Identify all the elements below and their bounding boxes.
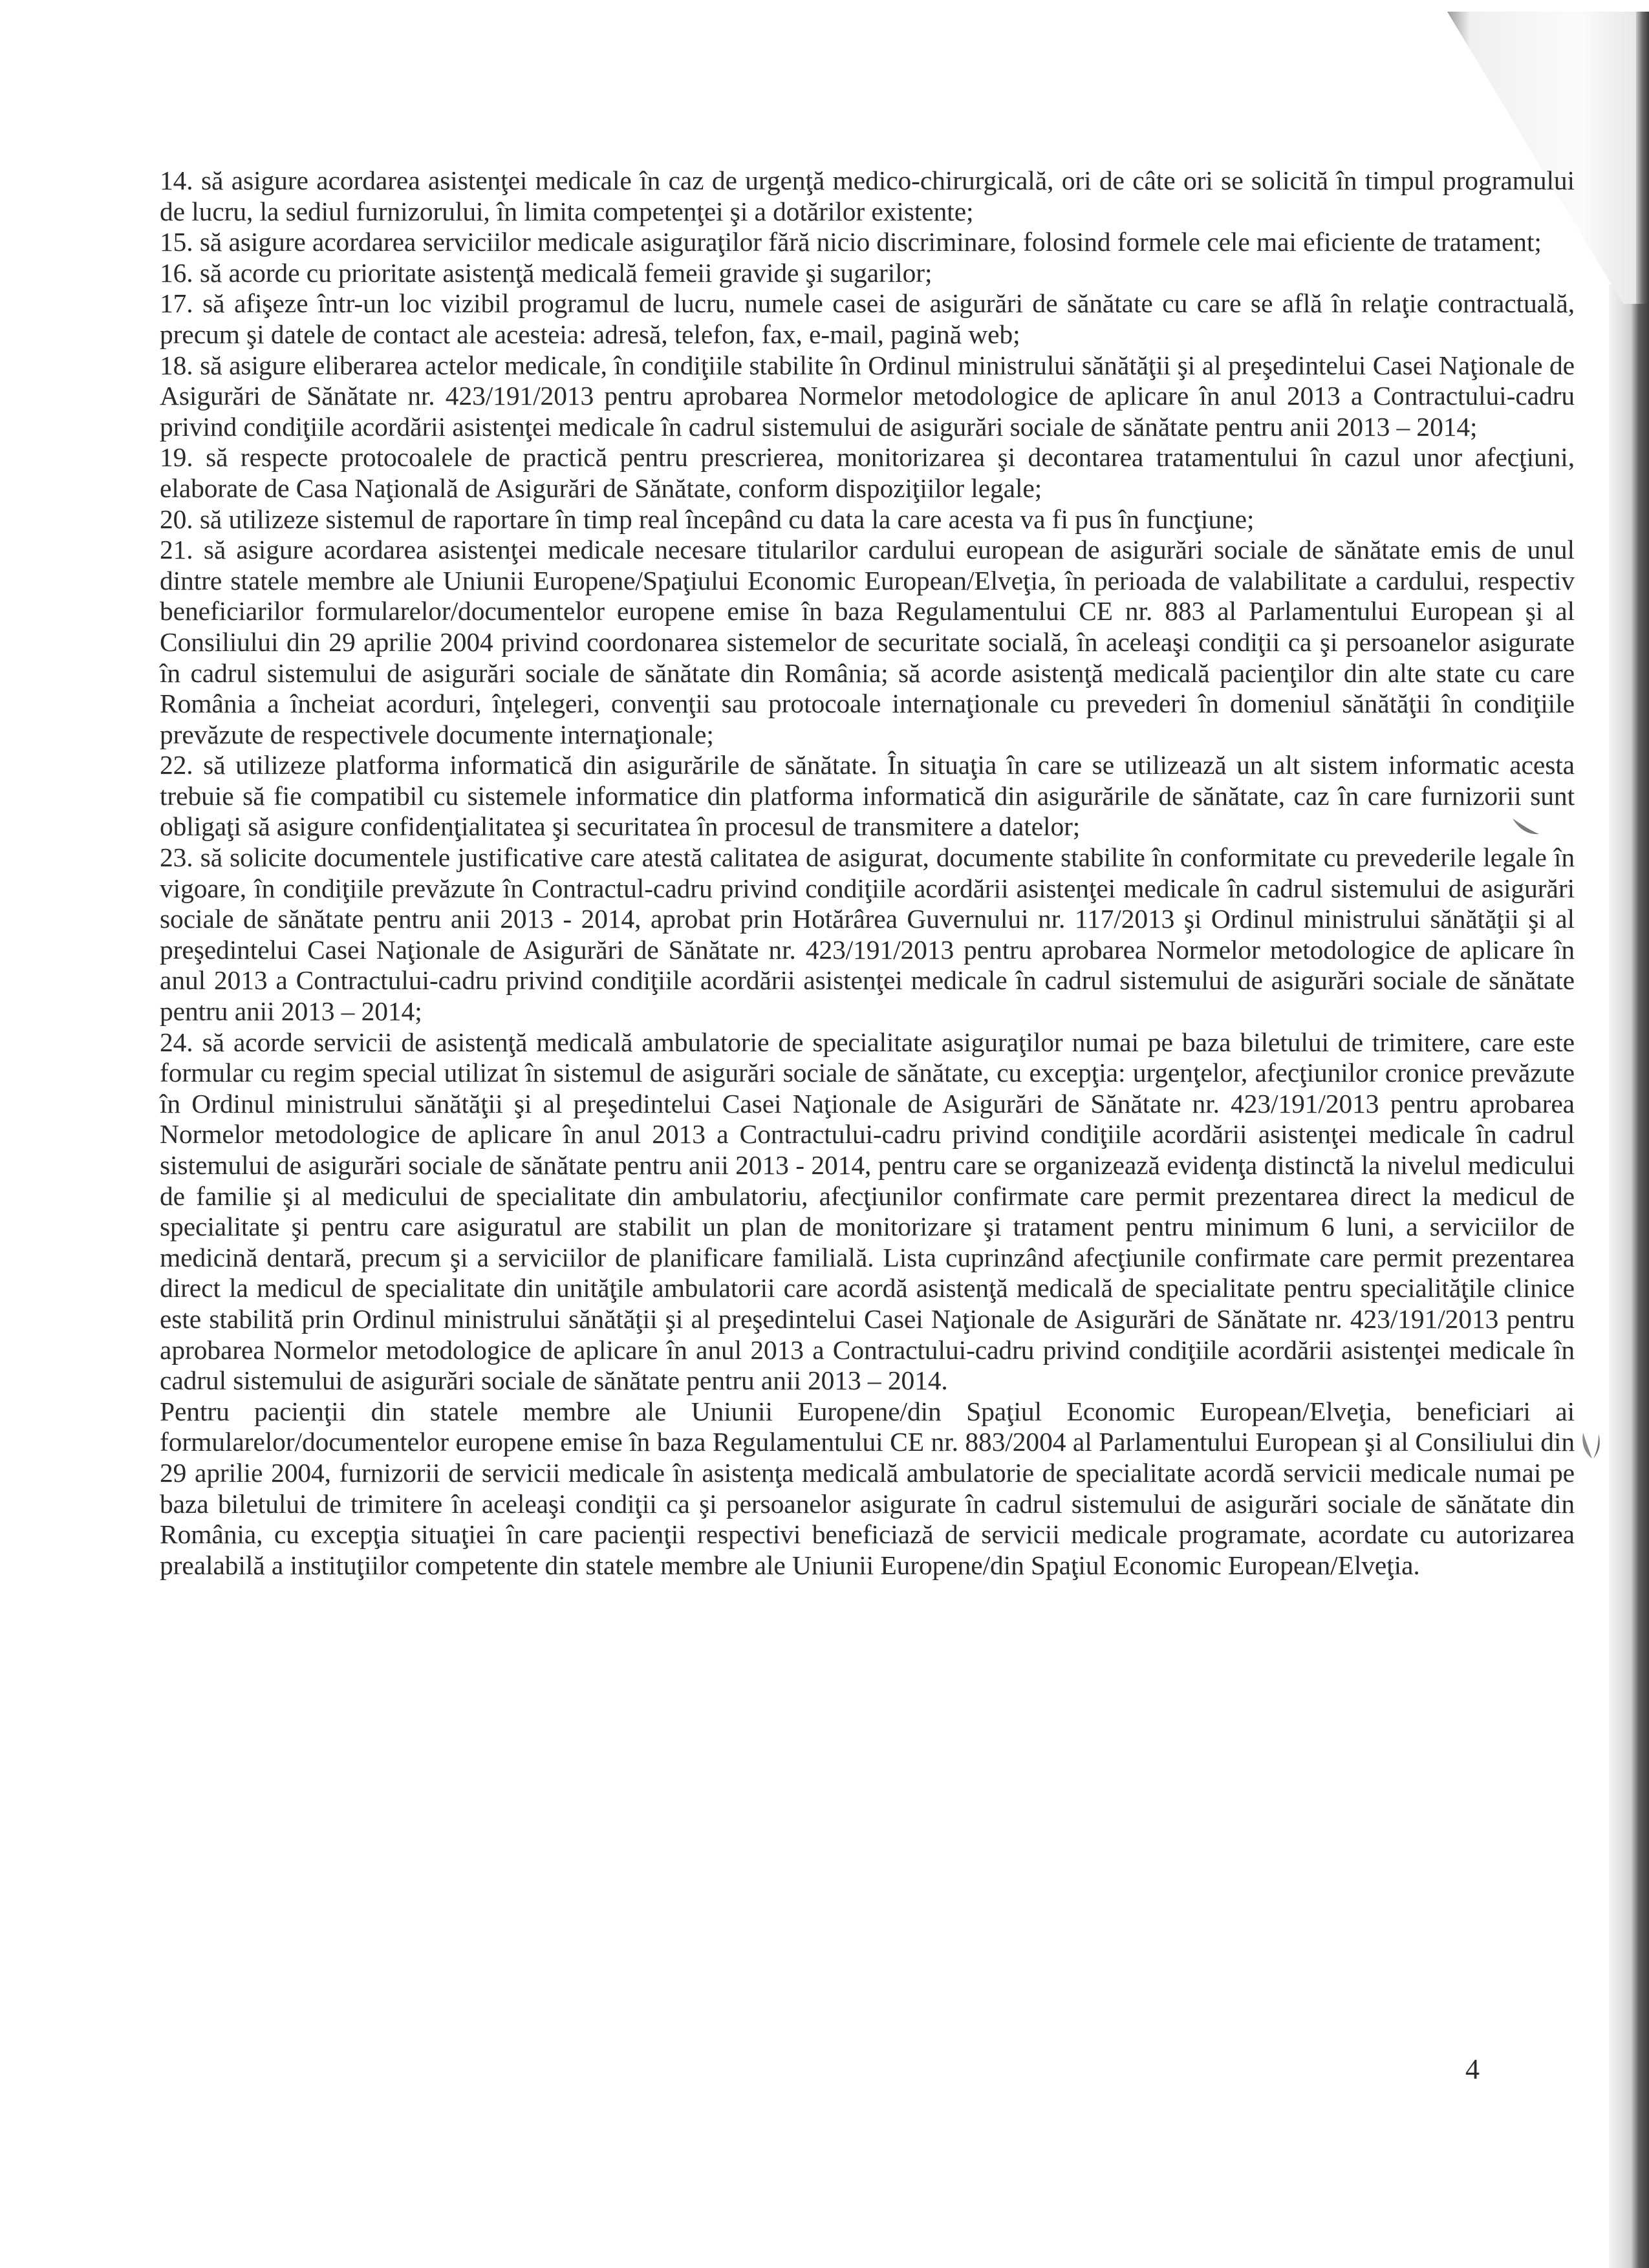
- document-body: [160, 166, 1575, 1581]
- paragraph-item-18: 18. să asigure eliberarea actelor medicale, în condiţiile stabilite în Ordinul ministrului sănătăţii şi al preşedintelui Casei Naţionale de Asigurări de Sănătate nr. 423/191/2013 pentru aprobarea Normelor metodologice de aplicare în anul 2013 a Contractului-cadru privind condiţiile acordării asistenţei medicale în cadrul sistemului de asigurări sociale de sănătate pentru anii 2013 – 2014;: [160, 350, 1575, 442]
- paragraph-eu-patients: Pentru pacienţii din statele membre ale Uniunii Europene/din Spaţiul Economic European/Elveţia, beneficiari ai formularelor/documentelor europene emise în baza Regulamentului CE nr. 883/2004 al Parlamentului European şi al Consiliului din 29 aprilie 2004, furnizorii de servicii medicale în asistenţa medicală ambulatorie de specialitate acordă servicii medicale numai pe baza biletului de trimitere în aceleaşi condiţii ca şi persoanelor asigurate în cadrul sistemului de asigurări sociale de sănătate din România, cu excepţia situaţiei în care pacienţii respectivi beneficiază de servicii medicale programate, acordate cu autorizarea prealabilă a instituţiilor competente din statele membre ale Uniunii Europene/din Spaţiul Economic European/Elveţia.: [160, 1396, 1575, 1580]
- paragraph-item-24: 24. să acorde servicii de asistenţă medicală ambulatorie de specialitate asiguraţilor numai pe baza biletului de trimitere, care este formular cu regim special utilizat în sistemul de asigurări sociale de sănătate, cu excepţia: urgenţelor, afecţiunilor cronice prevăzute în Ordinul ministrului sănătăţii şi al preşedintelui Casei Naţionale de Asigurări de Sănătate nr. 423/191/2013 pentru aprobarea Normelor metodologice de aplicare în anul 2013 a Contractului-cadru privind condiţiile acordării asistenţei medicale în cadrul sistemului de asigurări sociale de sănătate pentru anii 2013 - 2014, pentru care se organizează evidenţa distinctă la nivelul medicului de familie şi al medicului de specialitate din ambulatoriu, afecţiunilor confirmate care permit prezentarea direct la medicul de specialitate şi pentru care asiguratul are stabilit un plan de monitorizare şi tratament pentru minimum 6 luni, a serviciilor de medicină dentară, precum şi a serviciilor de planificare familială. Lista cuprinzând afecţiunile confirmate care permit prezentarea direct la medicul de specialitate din unităţile ambulatorii care acordă asistenţă medicală de specialitate pentru specialităţile clinice este stabilită prin Ordinul ministrului sănătăţii şi al preşedintelui Casei Naţionale de Asigurări de Sănătate nr. 423/191/2013 pentru aprobarea Normelor metodologice de aplicare în anul 2013 a Contractului-cadru privind condiţiile acordării asistenţei medicale în cadrul sistemului de asigurări sociale de sănătate pentru anii 2013 – 2014.: [160, 1027, 1575, 1396]
- paragraph-item-14: 14. să asigure acordarea asistenţei medicale în caz de urgenţă medico-chirurgicală, ori de câte ori se solicită în timpul programului de lucru, la sediul furnizorului, în limita competenţei şi a dotărilor existente;: [160, 166, 1575, 226]
- scanner-edge-shadow: [1609, 284, 1649, 2268]
- paragraph-item-20: 20. să utilizeze sistemul de raportare în timp real începând cu data la care acesta va fi pus în funcţiune;: [160, 504, 1255, 534]
- paragraph-item-17: 17. să afişeze într-un loc vizibil programul de lucru, numele casei de asigurări de sănătate cu care se află în relaţie contractuală, precum şi datele de contact ale acesteia: adresă, telefon, fax, e-mail, pagină web;: [160, 288, 1575, 349]
- fold-edge: [1636, 12, 1649, 304]
- scan-mark-1: [1510, 816, 1555, 842]
- scan-mark-2: [1579, 1430, 1605, 1462]
- paragraph-item-21: 21. să asigure acordarea asistenţei medicale necesare titularilor cardului european de asigurări sociale de sănătate emis de unul dintre statele membre ale Uniunii Europene/Spaţiului Economic European/Elveţia, în perioada de valabilitate a cardului, respectiv beneficiarilor formularelor/documentelor europene emise în baza Regulamentului CE nr. 883 al Parlamentului European şi al Consiliului din 29 aprilie 2004 privind coordonarea sistemelor de securitate socială, în aceleaşi condiţii ca şi persoanelor asigurate în cadrul sistemului de asigurări sociale de sănătate din România; să acorde asistenţă medicală pacienţilor din alte state cu care România a încheiat acorduri, înţelegeri, convenţii sau protocoale internaţionale cu prevederi în domeniul sănătăţii în condiţiile prevăzute de respectivele documente internaţionale;: [160, 535, 1575, 749]
- paragraph-item-23: 23. să solicite documentele justificative care atestă calitatea de asigurat, documente stabilite în conformitate cu prevederile legale în vigoare, în condiţiile prevăzute în Contractul-cadru privind condiţiile acordării asistenţei medicale în cadrul sistemului de asigurări sociale de sănătate pentru anii 2013 - 2014, aprobat prin Hotărârea Guvernului nr. 117/2013 şi Ordinul ministrului sănătăţii şi al preşedintelui Casei Naţionale de Asigurări de Sănătate nr. 423/191/2013 pentru aprobarea Normelor metodologice de aplicare în anul 2013 a Contractului-cadru privind condiţiile acordării asistenţei medicale în cadrul sistemului de asigurări sociale de sănătate pentru anii 2013 – 2014;: [160, 842, 1575, 1027]
- paragraph-item-19: 19. să respecte protocoalele de practică pentru prescrierea, monitorizarea şi decontarea tratamentului în cazul unor afecţiuni, elaborate de Casa Naţională de Asigurări de Sănătate, conform dispoziţiilor legale;: [160, 442, 1575, 503]
- paragraph-item-15: 15. să asigure acordarea serviciilor medicale asiguraţilor fără nicio discriminare, folosind formele cele mai eficiente de tratament;: [160, 227, 1542, 257]
- page-number: 4: [1465, 2053, 1480, 2085]
- paragraph-item-22: 22. să utilizeze platforma informatică din asigurările de sănătate. În situaţia în care se utilizează un alt sistem informatic acesta trebuie să fie compatibil cu sistemele informatice din platforma informatică din asigurările de sănătate, caz în care furnizorii sunt obligaţi să asigure confidenţialitatea şi securitatea în procesul de transmitere a datelor;: [160, 750, 1575, 842]
- paragraph-item-16: 16. să acorde cu prioritate asistenţă medicală femeii gravide şi sugarilor;: [160, 257, 932, 288]
